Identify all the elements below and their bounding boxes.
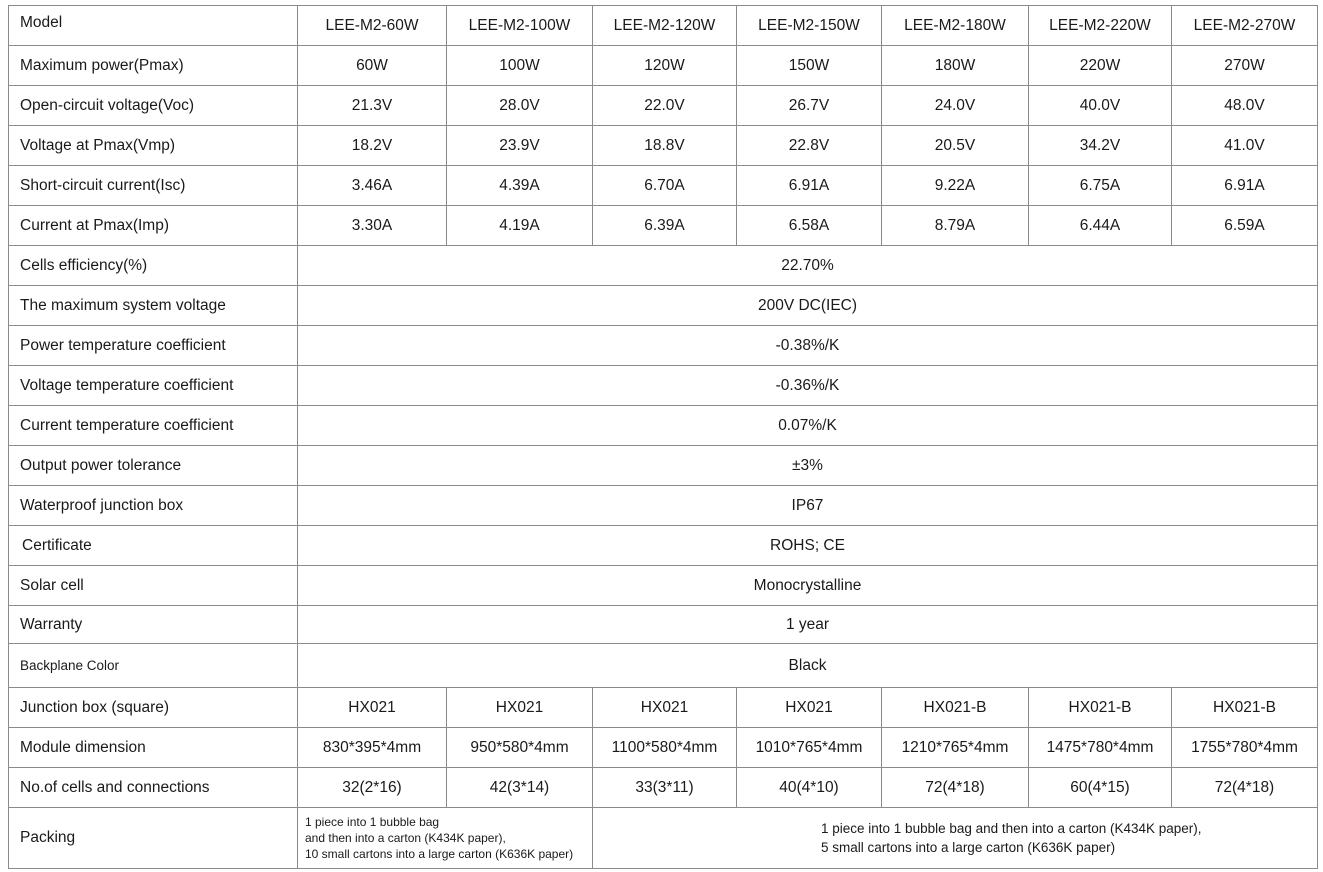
row-label: Open-circuit voltage(Voc) (9, 86, 298, 126)
table-cell: 28.0V (447, 86, 593, 126)
table-cell: 34.2V (1029, 126, 1172, 166)
table-row (9, 606, 1318, 644)
table-cell: 1210*765*4mm (882, 728, 1029, 768)
table-cell: HX021-B (882, 688, 1029, 728)
table-row (9, 366, 1318, 406)
table-cell: 150W (737, 46, 882, 86)
row-label: Short-circuit current(Isc) (9, 166, 298, 206)
table-cell: 1755*780*4mm (1172, 728, 1318, 768)
row-label: Waterproof junction box (9, 486, 298, 526)
shared-value: ±3% (298, 446, 1318, 486)
row-label: Current at Pmax(Imp) (9, 206, 298, 246)
row-label: No.of cells and connections (9, 768, 298, 808)
table-cell: 6.44A (1029, 206, 1172, 246)
table-cell: HX021 (298, 688, 447, 728)
table-cell: 270W (1172, 46, 1318, 86)
row-label: Current temperature coefficient (9, 406, 298, 446)
table-row (9, 406, 1318, 446)
row-label: Maximum power(Pmax) (9, 46, 298, 86)
table-cell: 4.39A (447, 166, 593, 206)
shared-value: -0.38%/K (298, 326, 1318, 366)
row-label: Warranty (9, 606, 298, 644)
table-cell: 220W (1029, 46, 1172, 86)
row-label: The maximum system voltage (9, 286, 298, 326)
packing-line: and then into a carton (K434K paper), (305, 831, 506, 845)
table-cell: 18.2V (298, 126, 447, 166)
table-cell: 1100*580*4mm (593, 728, 737, 768)
table-cell: 6.59A (1172, 206, 1318, 246)
table-cell: HX021 (447, 688, 593, 728)
table-row (9, 526, 1318, 566)
table-cell: 41.0V (1172, 126, 1318, 166)
table-cell: 42(3*14) (447, 768, 593, 808)
table-cell: 3.46A (298, 166, 447, 206)
table-row (9, 486, 1318, 526)
model-label: Model (9, 6, 298, 46)
table-row (9, 566, 1318, 606)
table-cell: 33(3*11) (593, 768, 737, 808)
shared-value: Black (298, 644, 1318, 688)
packing-small-note (298, 808, 593, 869)
table-row (9, 768, 1318, 808)
table-cell: 6.58A (737, 206, 882, 246)
shared-value: Monocrystalline (298, 566, 1318, 606)
table-row (9, 446, 1318, 486)
table-cell: 830*395*4mm (298, 728, 447, 768)
table-cell: 8.79A (882, 206, 1029, 246)
model-name: LEE-M2-270W (1172, 6, 1318, 46)
table-cell: 40(4*10) (737, 768, 882, 808)
packing-large-note (593, 808, 1318, 869)
row-label: Voltage temperature coefficient (9, 366, 298, 406)
table-cell: 3.30A (298, 206, 447, 246)
table-cell: 24.0V (882, 86, 1029, 126)
model-name: LEE-M2-100W (447, 6, 593, 46)
model-name: LEE-M2-60W (298, 6, 447, 46)
table-cell: 9.22A (882, 166, 1029, 206)
table-row (9, 246, 1318, 286)
table-cell: 4.19A (447, 206, 593, 246)
table-cell: 100W (447, 46, 593, 86)
table-row (9, 728, 1318, 768)
table-row (9, 86, 1318, 126)
table-cell: 1010*765*4mm (737, 728, 882, 768)
spec-table (8, 5, 1318, 869)
table-cell: 6.91A (1172, 166, 1318, 206)
model-name: LEE-M2-150W (737, 6, 882, 46)
row-label: Module dimension (9, 728, 298, 768)
shared-value: 1 year (298, 606, 1318, 644)
table-cell: 40.0V (1029, 86, 1172, 126)
shared-value: 200V DC(IEC) (298, 286, 1318, 326)
table-row (9, 126, 1318, 166)
table-cell: 72(4*18) (882, 768, 1029, 808)
model-name: LEE-M2-220W (1029, 6, 1172, 46)
table-row (9, 46, 1318, 86)
row-label: Power temperature coefficient (9, 326, 298, 366)
row-label: Packing (9, 808, 298, 869)
table-cell: 6.39A (593, 206, 737, 246)
table-row (9, 326, 1318, 366)
packing-row (9, 808, 1318, 869)
header-row (9, 6, 1318, 46)
packing-line: 5 small cartons into a large carton (K636K paper) (821, 840, 1116, 855)
table-cell: 6.75A (1029, 166, 1172, 206)
packing-line: 10 small cartons into a large carton (K636K paper) (305, 847, 574, 861)
table-row (9, 286, 1318, 326)
table-cell: 22.0V (593, 86, 737, 126)
table-cell: 22.8V (737, 126, 882, 166)
table-cell: 48.0V (1172, 86, 1318, 126)
packing-line: 1 piece into 1 bubble bag (305, 815, 440, 829)
table-cell: 6.91A (737, 166, 882, 206)
model-name: LEE-M2-120W (593, 6, 737, 46)
table-cell: 180W (882, 46, 1029, 86)
row-label: Junction box (square) (9, 688, 298, 728)
shared-value: ROHS; CE (298, 526, 1318, 566)
table-cell: 950*580*4mm (447, 728, 593, 768)
table-cell: HX021 (737, 688, 882, 728)
shared-value: IP67 (298, 486, 1318, 526)
packing-line: 1 piece into 1 bubble bag and then into a carton (K434K paper), (821, 821, 1202, 836)
shared-value: 0.07%/K (298, 406, 1318, 446)
model-name: LEE-M2-180W (882, 6, 1029, 46)
table-cell: 6.70A (593, 166, 737, 206)
table-cell: 21.3V (298, 86, 447, 126)
row-label: Backplane Color (9, 644, 298, 688)
table-cell: 120W (593, 46, 737, 86)
row-label: Solar cell (9, 566, 298, 606)
table-cell: 60(4*15) (1029, 768, 1172, 808)
table-row (9, 166, 1318, 206)
table-cell: 26.7V (737, 86, 882, 126)
table-cell: HX021-B (1172, 688, 1318, 728)
row-label: Cells efficiency(%) (9, 246, 298, 286)
table-cell: 72(4*18) (1172, 768, 1318, 808)
row-label: Voltage at Pmax(Vmp) (9, 126, 298, 166)
table-row (9, 644, 1318, 688)
row-label: Output power tolerance (9, 446, 298, 486)
shared-value: -0.36%/K (298, 366, 1318, 406)
table-cell: 1475*780*4mm (1029, 728, 1172, 768)
row-label: Certificate (9, 526, 298, 566)
table-cell: 18.8V (593, 126, 737, 166)
table-cell: 20.5V (882, 126, 1029, 166)
table-cell: 60W (298, 46, 447, 86)
table-cell: HX021-B (1029, 688, 1172, 728)
table-cell: 23.9V (447, 126, 593, 166)
table-cell: HX021 (593, 688, 737, 728)
table-row (9, 206, 1318, 246)
table-row (9, 688, 1318, 728)
shared-value: 22.70% (298, 246, 1318, 286)
table-cell: 32(2*16) (298, 768, 447, 808)
